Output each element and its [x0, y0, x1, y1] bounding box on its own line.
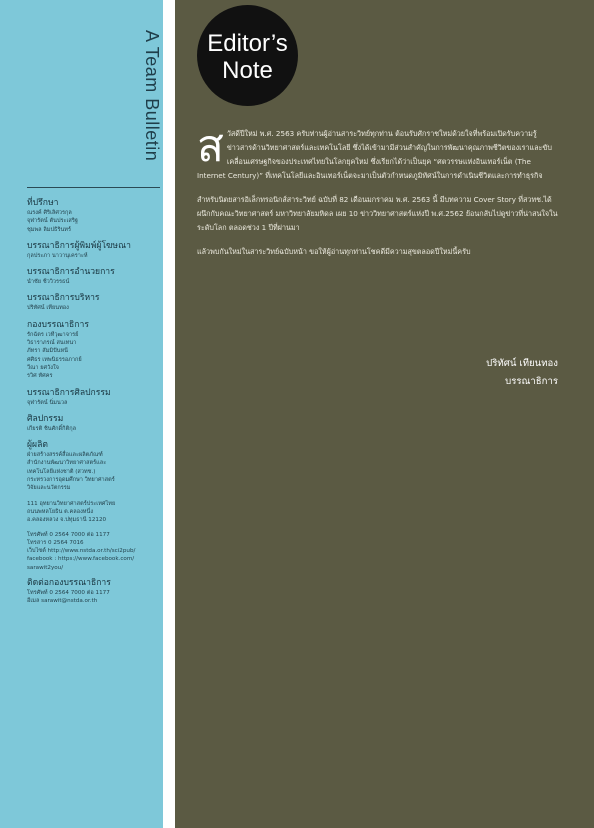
email-link[interactable]: อีเมล sarawit@nstda.or.th	[27, 598, 98, 605]
producer-line: สำนักงานพัฒนาวิทยาศาสตร์และ	[27, 460, 107, 467]
staff-name: ชุมพล ลิมปธิรินทร์	[27, 226, 71, 233]
website-link[interactable]: เว็บไซต์ http://www.nstda.or.th/sci2pub/	[27, 548, 136, 555]
staff-section-advisors	[27, 198, 161, 234]
staff-name: ศศิธร เทพนิธรรอภากย์	[27, 356, 82, 363]
section-heading: ผู้ผลิต	[27, 440, 48, 451]
fax-line: โทรสาร 0 2564 7016	[27, 539, 84, 546]
editor-note-panel	[175, 0, 594, 828]
producer-line: กระทรวงการอุดมศึกษา วิทยาศาสตร์	[27, 477, 115, 484]
staff-name: จุฬารัตน์ ตันประเสริฐ	[27, 218, 78, 225]
staff-name: ภัทรา สัมมิปันหนี	[27, 348, 68, 355]
section-heading: บรรณาธิการผู้พิมพ์ผู้โฆษณา	[27, 240, 131, 251]
facebook-link-cont[interactable]: sarawit2you/	[27, 564, 64, 571]
section-heading: บรรณาธิการศิลปกรรม	[27, 387, 111, 398]
phone-line: โทรศัพท์ 0 2564 7000 ต่อ 1177	[27, 590, 110, 597]
signature-block	[486, 355, 558, 391]
staff-section-editorial-board	[27, 320, 161, 381]
signature-role: บรรณาธิการ	[505, 376, 558, 387]
staff-name: เกียรติ ชินศักดิ์กิติกุล	[27, 425, 77, 432]
contact-block	[27, 531, 161, 572]
staff-name: จุฬารัตน์ นิ่มนวล	[27, 399, 68, 406]
address-line: 111 อุทยานวิทยาศาสตร์ประเทศไทย	[27, 500, 116, 507]
address-line: ถนนพหลโยธิน ต.คลองหนึ่ง	[27, 508, 94, 515]
producer-line: วิจัยและนวัตกรรม	[27, 485, 71, 492]
staff-name: วีณา ยศวังใจ	[27, 364, 59, 371]
staff-section-artwork	[27, 414, 161, 433]
section-heading: ติดต่อกองบรรณาธิการ	[27, 578, 111, 589]
badge-line-1: Editor’s	[207, 30, 288, 57]
staff-section-producer	[27, 440, 161, 492]
address-block	[27, 500, 161, 525]
drop-cap: ส	[197, 122, 224, 171]
address-line: อ.คลองหลวง จ.ปทุมธานี 12120	[27, 517, 107, 524]
staff-name: ปริทัศน์ เทียนทอง	[27, 305, 69, 312]
staff-list	[27, 198, 161, 613]
paragraph-text: วัสดีปีใหม่ พ.ศ. 2563 ครับท่านผู้อ่านสาระวิทย์ทุกท่าน ต้อนรับศักราชใหม่ด้วยใจที่พร้อมเปิดรับความรู้ ข่าวสารด้านวิทยาศาสตร์และเทคโนโลยี ซึ่งได้เข้ามามีส่วนสำคัญในการพัฒนาคุณภาพชีวิตของเราและขับเคลื่อนเศรษฐกิจของประเทศไทยในโลกยุคใหม่ ซึ่งเรียกได้ว่าเป็นยุค “ศตวรรษแห่งอินเทอร์เน็ต (The Internet Century)” ที่เทคโนโลยีและอินเทอร์เน็ตจะมาเป็นตัวกำหนดภูมิทัศน์ในการดำเนินชีวิตและการทำธุรกิจ	[197, 129, 552, 180]
facebook-link[interactable]: facebook : https://www.facebook.com/	[27, 556, 135, 563]
producer-line: ฝ่ายสร้างสรรค์สื่อและผลิตภัณฑ์	[27, 452, 103, 459]
editors-note-title	[197, 30, 298, 84]
staff-section-art-editor	[27, 388, 161, 407]
section-heading: ศิลปกรรม	[27, 413, 64, 424]
sidebar-divider	[27, 187, 160, 188]
paragraph-intro	[197, 122, 560, 183]
section-heading: ที่ปรึกษา	[27, 198, 59, 208]
staff-name: รวิศ ทัศคร	[27, 373, 53, 380]
section-heading: กองบรรณาธิการ	[27, 319, 89, 330]
staff-name: ณรงค์ ศิริเลิศวรกุล	[27, 210, 72, 216]
staff-section-publisher	[27, 241, 161, 260]
section-heading: บรรณาธิการบริหาร	[27, 293, 100, 304]
phone-line: โทรศัพท์ 0 2564 7000 ต่อ 1177	[27, 531, 110, 538]
paragraph-issue: สำหรับนิตยสารอิเล็กทรอนิกส์สาระวิทย์ ฉบับที่ 82 เดือนมกราคม พ.ศ. 2563 นี้ มีบทความ Cover Story ที่สวทช.ได้ผนึกกับคณะวิทยาศาสตร์ มหาวิทยาลัยมหิดล เผย 10 ข่าววิทยาศาสตร์แห่งปี พ.ศ.2562 ย้อนกลับไปดูข่าวที่น่าสนใจในระดับโลก ตลอดช่วง 1 ปีที่ผ่านมา	[197, 195, 558, 232]
editorial-contact-section	[27, 578, 161, 606]
section-heading: บรรณาธิการอำนวยการ	[27, 267, 115, 278]
staff-section-executive-editor	[27, 293, 161, 312]
editor-note-body	[197, 122, 560, 269]
bulletin-vertical-title: A Team Bulletin	[142, 30, 162, 162]
staff-name: กุลประภา นาวานุเคราะห์	[27, 252, 88, 259]
staff-name: วิธาราภรณ์ สนเทนา	[27, 340, 77, 347]
paragraph-closing: แล้วพบกันใหม่ในสาระวิทย์ฉบับหน้า ขอให้ผู้อ่านทุกท่านโชคดีมีความสุขตลอดปีใหม่นี้ครับ	[197, 247, 471, 256]
badge-line-2: Note	[222, 57, 273, 84]
page-gutter	[163, 0, 175, 828]
producer-line: เทคโนโลยีแห่งชาติ (สวทช.)	[27, 468, 96, 475]
signature-name: ปริทัศน์ เทียนทอง	[486, 358, 558, 369]
staff-section-director	[27, 267, 161, 286]
staff-name: นำชัย ชีววิวรรธน์	[27, 279, 70, 286]
staff-name: รักฉัตร เวทีวุฒาจารย์	[27, 331, 79, 338]
